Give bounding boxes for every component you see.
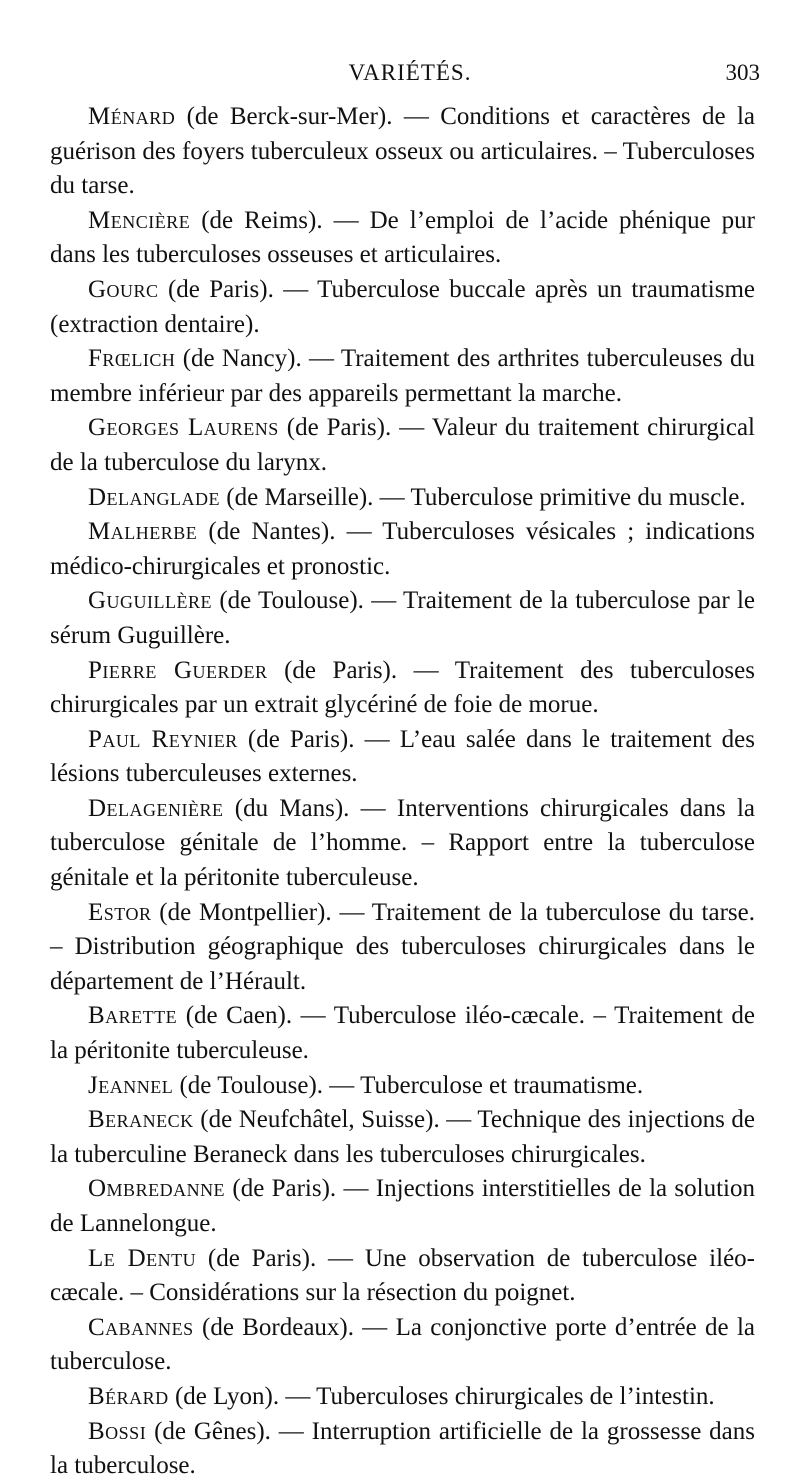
running-header [60, 60, 760, 96]
author-name: Delagenière [88, 794, 224, 822]
list-item [50, 584, 755, 653]
list-item [50, 792, 755, 896]
list-item [50, 723, 755, 792]
author-name: Frœlich [88, 345, 176, 373]
entry-text: (de Nancy). — Traitement des arthrites tuberculeuses du membre inférieur par des appareils permettant la marche. [50, 345, 755, 407]
author-name: Le Dentu [88, 1244, 197, 1272]
list-item [50, 1415, 755, 1484]
entry-text: (de Paris). — L’eau salée dans le traitement des lésions tuberculeuses externes. [50, 725, 756, 788]
author-name: Georges Laurens [88, 414, 279, 442]
entry-text: (de Bordeaux). — La conjonctive porte d’entrée de la tuberculose. [50, 1313, 755, 1376]
entry-text: (de Montpellier). — Traitement de la tuberculose du tarse. – Distribution géographique des tuberculoses chirurgicales dans le département de l’Hérault. [50, 898, 755, 995]
entry-text: (de Caen). — Tuberculose iléo-cæcale. – Traitement de la péritonite tuberculeuse. [50, 1002, 755, 1065]
list-item [50, 1380, 755, 1415]
author-name: Barette [88, 1002, 178, 1030]
entry-list [50, 100, 755, 1484]
author-name: Ménard [88, 103, 176, 130]
list-item [50, 999, 755, 1068]
list-item [50, 1103, 755, 1172]
entry-text: (de Paris). — Valeur du traitement chirurgical de la tuberculose du larynx. [50, 414, 755, 476]
list-item [50, 100, 755, 204]
list-item [50, 481, 755, 516]
entry-text: (de Toulouse). — Traitement de la tuberculose par le sérum Guguillère. [50, 587, 755, 649]
list-item [50, 411, 755, 480]
entry-text: (de Gênes). — Interruption artificielle de la grossesse dans la tuberculose. [50, 1417, 755, 1480]
entry-text: (de Neufchâtel, Suisse). — Technique des injections de la tuberculine Beraneck dans les tuberculoses chirurgicales. [50, 1106, 755, 1168]
entry-text: (du Mans). — Interventions chirurgicales dans la tuberculose génitale de l’homme. – Rapport entre la tuberculose génitale et la péritonite tuberculeuse. [50, 794, 755, 892]
entry-text: (de Paris). — Tuberculose buccale après un traumatisme (extraction dentaire). [50, 275, 755, 338]
author-name: Pierre Guerder [88, 656, 268, 684]
author-name: Guguillère [88, 587, 213, 615]
page-number: 303 [725, 60, 760, 85]
entry-text: (de Marseille). — Tuberculose primitive du muscle. [220, 483, 746, 511]
author-name: Ombredanne [88, 1175, 226, 1203]
list-item [50, 515, 755, 584]
list-item [50, 1172, 755, 1241]
entry-text: (de Lyon). — Tuberculoses chirurgicales de l’intestin. [168, 1382, 715, 1410]
list-item [50, 1311, 755, 1380]
list-item [50, 896, 755, 1000]
entry-text: (de Paris). — Une observation de tuberculose iléo-cæcale. – Considérations sur la résection du poignet. [50, 1244, 755, 1307]
author-name: Paul Reynier [88, 725, 238, 753]
entry-text: (de Paris). — Injections interstitielles de la solution de Lannelongue. [50, 1175, 755, 1237]
list-item [50, 1242, 755, 1311]
list-item [50, 204, 755, 273]
author-name: Gourc [88, 275, 159, 303]
author-name: Mencière [88, 206, 191, 234]
list-item [50, 342, 755, 411]
list-item [50, 1069, 755, 1104]
author-name: Beraneck [88, 1106, 194, 1134]
entry-text: (de Reims). — De l’emploi de l’acide phénique pur dans les tuberculoses osseuses et articulaires. [50, 206, 755, 269]
list-item [50, 273, 755, 342]
author-name: Estor [88, 898, 152, 926]
author-name: Delanglade [88, 483, 221, 511]
author-name: Jeannel [88, 1071, 174, 1099]
entry-text: (de Toulouse). — Tuberculose et traumatisme. [173, 1071, 644, 1099]
entry-text: (de Paris). — Traitement des tuberculoses chirurgicales par un extrait glycériné de foie de morue. [50, 656, 755, 719]
running-title: VARIÉTÉS. [348, 60, 472, 85]
author-name: Bossi [88, 1417, 147, 1445]
author-name: Bérard [88, 1382, 169, 1410]
entry-text: (de Nantes). — Tuberculoses vésicales ; indications médico-chirurgicales et pronostic. [50, 518, 755, 580]
list-item [50, 654, 755, 723]
author-name: Malherbe [88, 518, 198, 546]
entry-text: (de Berck-sur-Mer). — Conditions et caractères de la guérison des foyers tuberculeux osseux ou articulaires. – Tuberculoses du tarse. [50, 103, 755, 200]
author-name: Cabannes [88, 1313, 194, 1341]
